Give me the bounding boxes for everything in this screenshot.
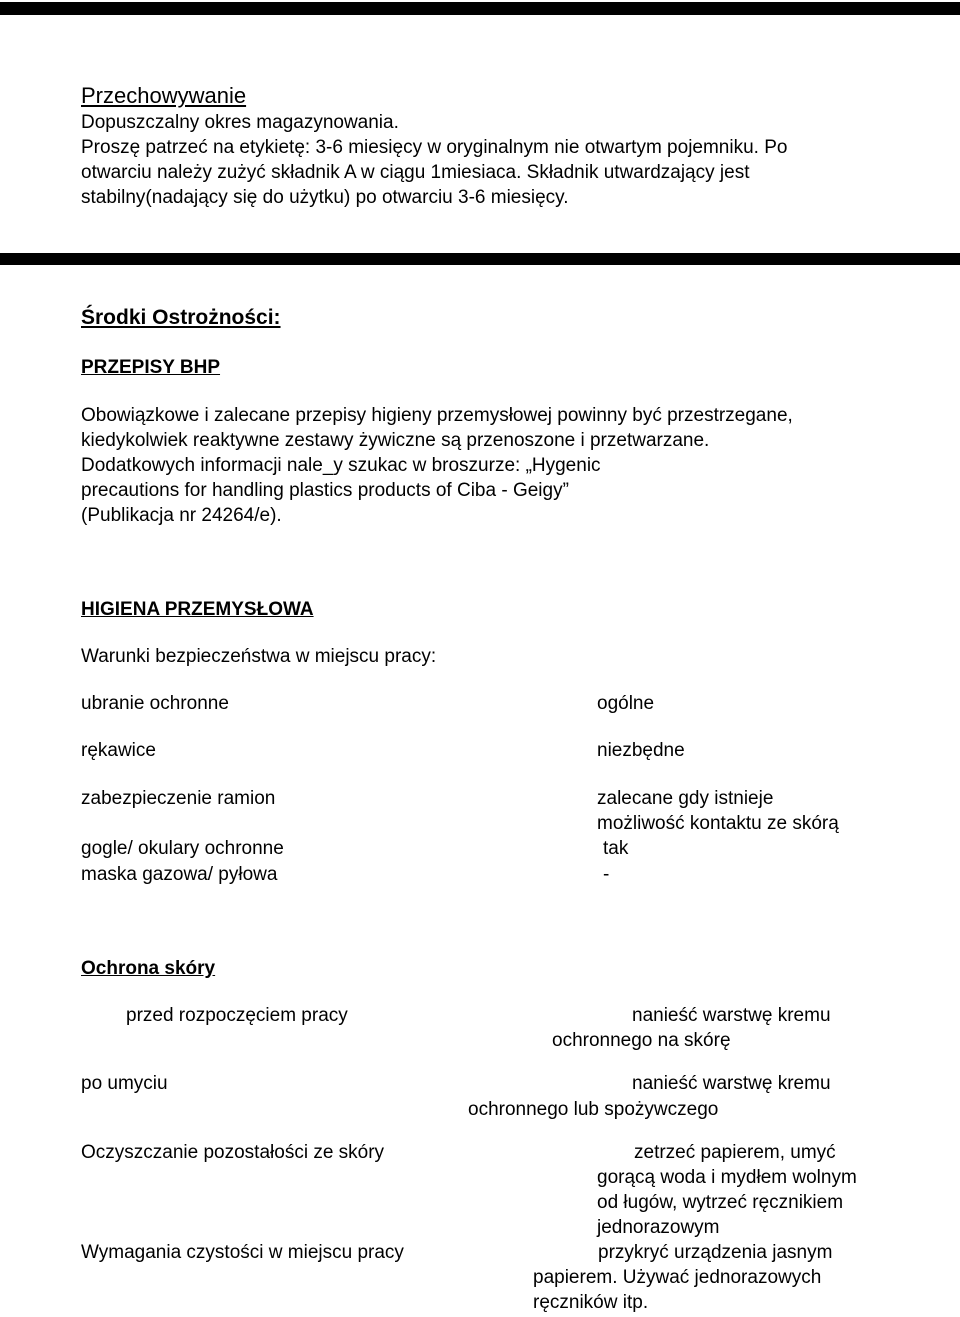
hygiene-value: zalecane gdy istnieje [597,788,774,809]
skin-value: ochronnego na skórę [552,1030,731,1051]
skin-value: nanieść warstwę kremu [632,1005,831,1026]
skin-item: Wymagania czystości w miejscu pracy [81,1242,404,1263]
storage-section [81,82,787,210]
storage-line: otwarciu należy zużyć składnik A w ciągu 1miesiaca. Składnik utwardzający jest [81,162,750,183]
hygiene-value: możliwość kontaktu ze skórą [597,813,839,834]
hygiene-item: rękawice [81,740,156,761]
bhp-heading: PRZEPISY BHP [81,357,221,378]
storage-line: stabilny(nadający się do użytku) po otwarciu 3-6 miesięcy. [81,187,569,208]
top-rule [0,2,960,15]
skin-value: od ługów, wytrzeć ręcznikiem [597,1192,844,1213]
section-divider [0,253,960,265]
bhp-line: Obowiązkowe i zalecane przepisy higieny przemysłowej powinny być przestrzegane, [81,405,793,426]
skin-value: ochronnego lub spożywczego [468,1099,719,1120]
skin-item: po umyciu [81,1073,168,1094]
skin-value: zetrzeć papierem, umyć [634,1142,836,1163]
skin-heading: Ochrona skóry [81,958,216,979]
skin-value: gorącą woda i mydłem wolnym [597,1167,857,1188]
storage-line: Dopuszczalny okres magazynowania. [81,112,399,133]
hygiene-value: ogólne [597,693,655,714]
precautions-title: Środki Ostrożności: [81,306,281,329]
storage-title: Przechowywanie [81,83,247,108]
storage-line: Proszę patrzeć na etykietę: 3-6 miesięcy w oryginalnym nie otwartym pojemniku. Po [81,137,788,158]
bhp-line: Dodatkowych informacji nale_y szukac w broszurze: „Hygenic [81,455,601,476]
bhp-line: precautions for handling plastics products of Ciba - Geigy” [81,480,569,501]
hygiene-item: ubranie ochronne [81,693,229,714]
skin-item: Oczyszczanie pozostałości ze skóry [81,1142,385,1163]
hygiene-item: maska gazowa/ pyłowa [81,864,278,885]
hygiene-value: tak [603,838,629,859]
bhp-paragraph [81,403,793,528]
bhp-line: (Publikacja nr 24264/e). [81,505,282,526]
skin-value: przykryć urządzenia jasnym [598,1242,833,1263]
hygiene-item: gogle/ okulary ochronne [81,838,284,859]
skin-value: papierem. Używać jednorazowych [533,1267,822,1288]
skin-value: ręczników itp. [533,1292,649,1313]
hygiene-heading: HIGIENA PRZEMYSŁOWA [81,599,314,620]
hygiene-value: niezbędne [597,740,685,761]
skin-value: nanieść warstwę kremu [632,1073,831,1094]
skin-item: przed rozpoczęciem pracy [126,1005,348,1026]
hygiene-intro: Warunki bezpieczeństwa w miejscu pracy: [81,646,437,667]
bhp-line: kiedykolwiek reaktywne zestawy żywiczne są przenoszone i przetwarzane. [81,430,710,451]
hygiene-item: zabezpieczenie ramion [81,788,276,809]
skin-value: jednorazowym [597,1217,720,1238]
hygiene-value: - [603,864,610,885]
